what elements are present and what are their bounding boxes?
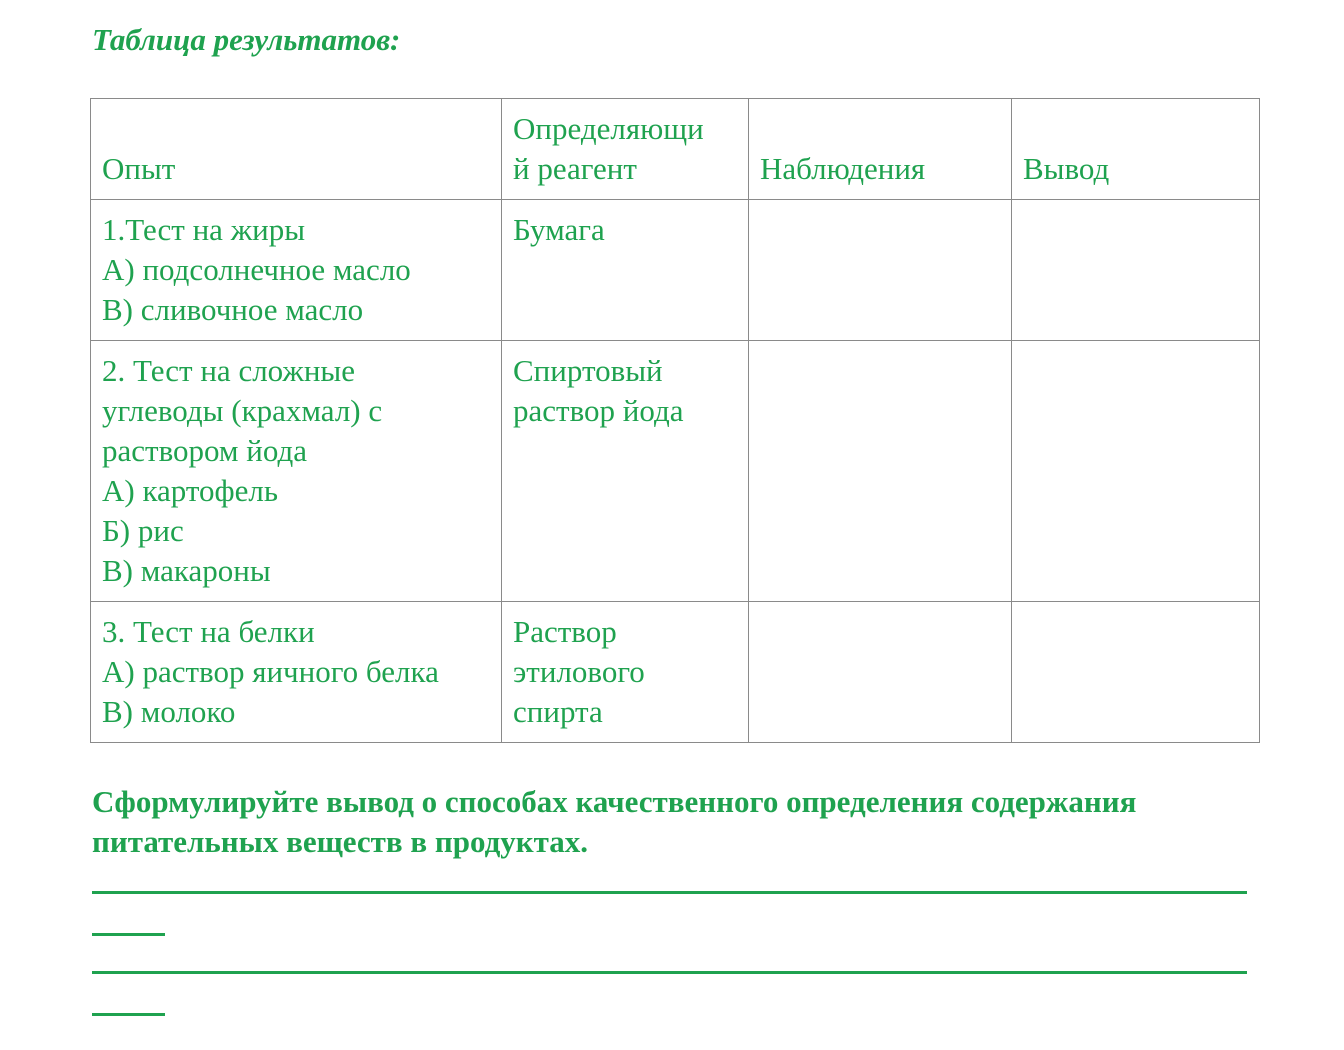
cell-experiment [91,341,502,602]
reagent-line: Раствор [513,614,617,649]
experiment-line: В) сливочное масло [102,292,364,327]
experiment-line: В) макароны [102,553,271,588]
experiment-line: А) подсолнечное масло [102,252,411,287]
cell-observations[interactable] [749,200,1012,341]
reagent-line: раствор йода [513,393,684,428]
cell-reagent [502,602,749,743]
answer-line[interactable] [92,933,165,936]
header-observations [749,99,1012,200]
reagent-line: Спиртовый [513,353,663,388]
cell-conclusion[interactable] [1012,602,1260,743]
cell-observations[interactable] [749,602,1012,743]
header-text: Вывод [1023,151,1110,186]
cell-observations[interactable] [749,341,1012,602]
experiment-line: раствором йода [102,433,307,468]
reagent-line: этилового [513,654,645,689]
experiment-line: А) раствор яичного белка [102,654,439,689]
table-title: Таблица результатов: [92,22,401,57]
header-text: Опыт [102,151,176,186]
cell-experiment [91,200,502,341]
cell-reagent [502,341,749,602]
table-header-row [91,99,1260,200]
header-text: й реагент [513,151,637,186]
header-reagent [502,99,749,200]
cell-conclusion[interactable] [1012,341,1260,602]
reagent-line: спирта [513,694,603,729]
answer-line[interactable] [92,971,1247,974]
experiment-line: углеводы (крахмал) с [102,393,383,428]
header-experiment [91,99,502,200]
table-row [91,602,1260,743]
table-row [91,200,1260,341]
cell-experiment [91,602,502,743]
header-text: Наблюдения [760,151,926,186]
experiment-line: А) картофель [102,473,278,508]
reagent-line: Бумага [513,212,605,247]
experiment-line: 3. Тест на белки [102,614,315,649]
results-table [90,98,1260,743]
answer-line[interactable] [92,891,1247,894]
table-row [91,341,1260,602]
experiment-line: В) молоко [102,694,236,729]
cell-reagent [502,200,749,341]
answer-line[interactable] [92,1013,165,1016]
cell-conclusion[interactable] [1012,200,1260,341]
experiment-line: Б) рис [102,513,184,548]
conclusion-prompt: Сформулируйте вывод о способах качественного определения содержания питательных веществ в продуктах. [92,784,1137,859]
header-conclusion [1012,99,1260,200]
experiment-line: 1.Тест на жиры [102,212,306,247]
header-text: Определяющи [513,111,704,146]
experiment-line: 2. Тест на сложные [102,353,355,388]
